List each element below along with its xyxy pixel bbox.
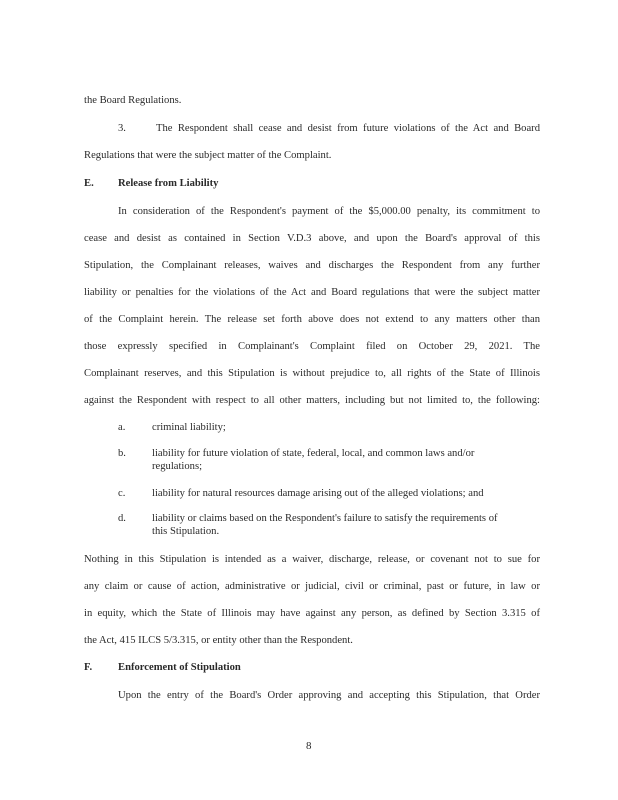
release-line-3: Stipulation, the Complainant releases, waives and discharges the Respondent from any further [84,260,540,271]
list-item-d-text-2: this Stipulation. [152,526,220,537]
release-line-7: Complainant reserves, and this Stipulation is without prejudice to, all rights of the State of Illinois [84,368,540,379]
release-line-1: In consideration of the Respondent's payment of the $5,000.00 penalty, its commitment to [118,206,540,217]
release-line-4: liability or penalties for the violations of the Act and Board regulations that were the subject matter [84,287,540,298]
list-item-a-letter: a. [118,422,126,433]
nothing-line-2: any claim or cause of action, administrative or judicial, civil or criminal, past or future, in law or [84,581,540,592]
item-3-number: 3. [118,123,126,134]
intro-text: the Board Regulations. [84,95,182,106]
release-line-2: cease and desist as contained in Section V.D.3 above, and upon the Board's approval of this [84,233,540,244]
page-number: 8 [306,740,312,752]
list-item-a-text: criminal liability; [152,422,226,433]
list-item-d-text-1: liability or claims based on the Respondent's failure to satisfy the requirements of [152,513,498,524]
section-e-heading: Release from Liability [118,178,219,189]
nothing-line-3: in equity, which the State of Illinois may have against any person, as defined by Section 3.315 of [84,608,540,619]
list-item-b-text-2: regulations; [152,461,203,472]
release-line-6: those expressly specified in Complainant's Complaint filed on October 29, 2021. The [84,341,540,352]
section-f-heading: Enforcement of Stipulation [118,662,241,673]
item-3-line-1: The Respondent shall cease and desist from future violations of the Act and Board [156,123,540,134]
item-3-line-2: Regulations that were the subject matter of the Complaint. [84,150,332,161]
list-item-c-text: liability for natural resources damage arising out of the alleged violations; and [152,488,484,499]
release-line-5: of the Complaint herein. The release set forth above does not extend to any matters other than [84,314,540,325]
list-item-c-letter: c. [118,488,126,499]
list-item-d-letter: d. [118,513,126,524]
list-item-b-letter: b. [118,448,126,459]
section-f-letter: F. [84,662,93,673]
release-line-8: against the Respondent with respect to all other matters, including but not limited to, the following: [84,395,540,406]
nothing-line-1: Nothing in this Stipulation is intended as a waiver, discharge, release, or covenant not to sue for [84,554,540,565]
list-item-b-text-1: liability for future violation of state, federal, local, and common laws and/or [152,448,475,459]
enforcement-line-1: Upon the entry of the Board's Order approving and accepting this Stipulation, that Order [118,690,540,701]
section-e-letter: E. [84,178,94,189]
nothing-line-4: the Act, 415 ILCS 5/3.315, or entity other than the Respondent. [84,635,353,646]
